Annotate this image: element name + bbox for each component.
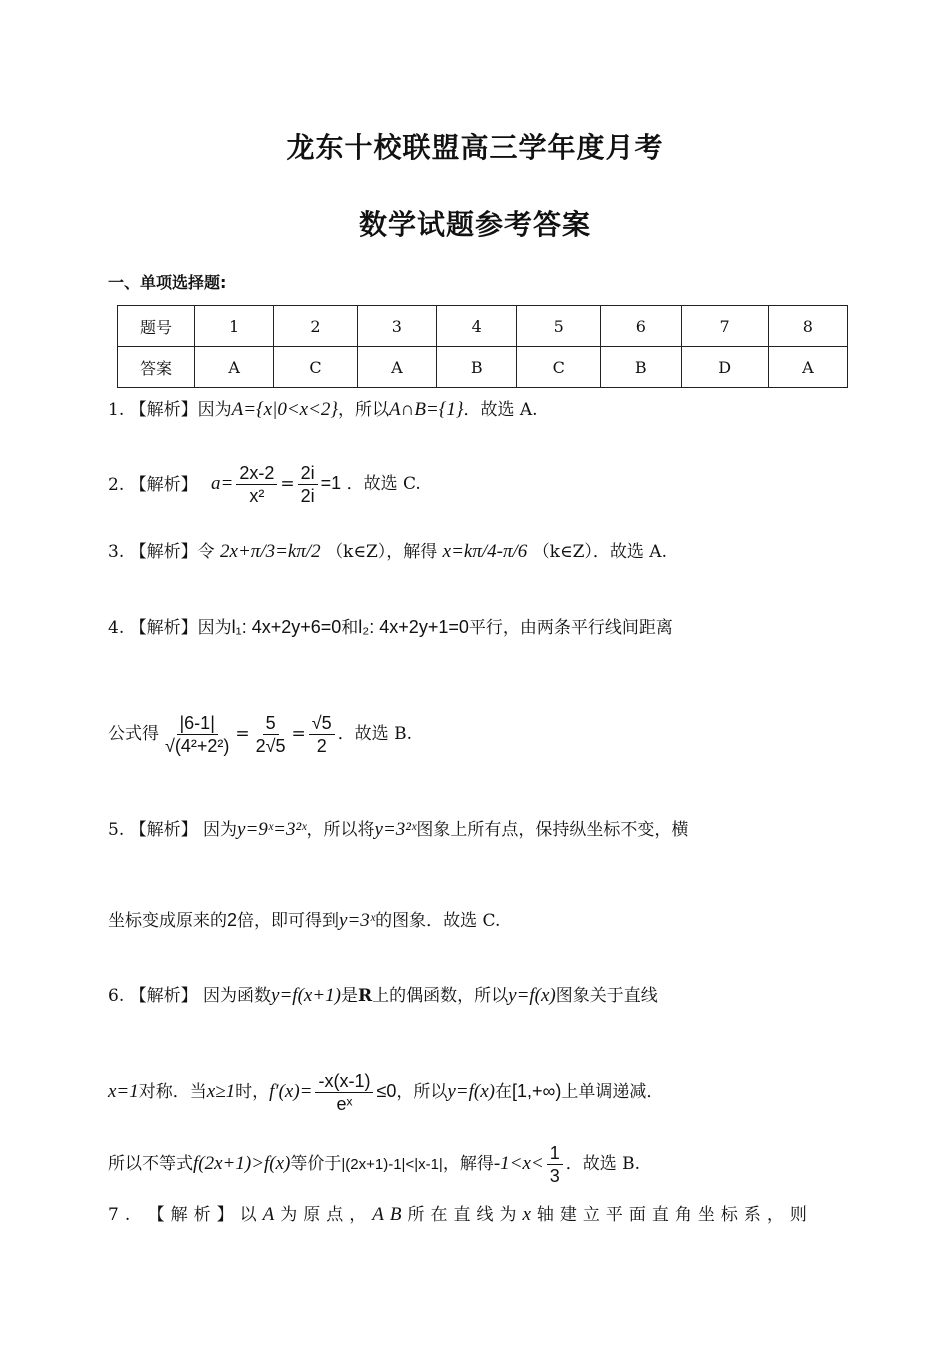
math: y=f(x) [508, 985, 556, 1006]
solution-3 [108, 540, 667, 564]
numerator: 1 [547, 1142, 563, 1165]
solution-number: 2. [108, 474, 125, 495]
text: ，所以 [338, 400, 389, 420]
section-heading: 一、单项选择题: [108, 273, 227, 292]
question-number: 1 [195, 306, 274, 347]
text: 因为函数 [203, 986, 272, 1006]
math: x [522, 1204, 537, 1225]
math: y=f(x) [447, 1081, 495, 1102]
text: 公式得 [108, 724, 159, 744]
denominator: √(4²+2²) [165, 736, 230, 756]
denominator: 2i [300, 486, 315, 506]
row-label: 答案 [118, 347, 195, 388]
text: 上单调递减． [561, 1082, 664, 1102]
math: f′(x)= [269, 1081, 313, 1102]
numerator: 5 [263, 712, 279, 735]
solution-7 [108, 1203, 813, 1227]
math: A [262, 1204, 281, 1225]
question-number: 5 [517, 306, 601, 347]
text: ，解得 [386, 542, 438, 562]
numerator: 2x-2 [236, 462, 277, 485]
text: 在 [495, 1082, 512, 1102]
solution-5 [108, 818, 688, 842]
solution-2: 2. 【解析】 a= $\frac{2x-2}{\text{x²}}$ = $\frac{2i}{2i}$ =1 ．故选 C. [108, 463, 421, 506]
solution-number: 6. [108, 986, 125, 1006]
solution-number: 7. [108, 1205, 137, 1225]
question-number: 6 [601, 306, 682, 347]
numerator: 2i [298, 462, 318, 485]
row-label: 题号 [118, 306, 195, 347]
text: 上的偶函数，所以 [372, 986, 509, 1006]
math: f(2x+1)>f(x) [193, 1153, 291, 1174]
numerator: |6-1| [177, 712, 218, 735]
text: ．故选 C. [346, 474, 421, 494]
solution-number: 3. [108, 542, 125, 562]
text: 对称．当 [138, 1082, 207, 1102]
solution-tag: 【解析】 [129, 986, 198, 1006]
text: （k∈Z） [326, 542, 387, 562]
denominator: eˣ [336, 1094, 353, 1114]
table-row [118, 347, 848, 388]
solution-4 [108, 615, 673, 640]
math: A={x|0<x<2} [231, 399, 338, 420]
solution-tag: 【解析】 [129, 542, 198, 562]
math: a= [211, 473, 234, 494]
text: 倍，即可得到 [237, 911, 340, 931]
document-subtitle: 数学试题参考答案 [358, 208, 591, 241]
solution-1 [108, 398, 538, 422]
math: x≥1 [206, 1081, 236, 1102]
solution-4-cont: 公式得 $\frac{|6-1|}{\text{√(4²+2²)}}$ = $\frac{5}{2√5}$ = $\frac{√5}{2}$ ．故选 B. [108, 713, 412, 756]
answer-cell: B [601, 347, 682, 388]
math: x=kπ/4-π/6 [442, 541, 528, 562]
solution-tag: 【解析】 [129, 618, 198, 638]
denominator: 2 [316, 736, 327, 756]
document-title: 龙东十校联盟高三学年度月考 [286, 131, 664, 164]
question-number: 3 [357, 306, 436, 347]
answer-cell: A [357, 347, 436, 388]
answer-cell: A [195, 347, 274, 388]
text: 所在直线为 [407, 1205, 523, 1225]
solution-number: 1. [108, 400, 125, 420]
math: |(2x+1)-1|<|x-1| [341, 1156, 443, 1173]
math: y=9ˣ=3²ˣ [237, 819, 307, 840]
answer-cell: A [768, 347, 847, 388]
math: 2x+π/3=kπ/2 [220, 541, 321, 562]
solution-tag: 【解析】 [129, 400, 198, 420]
math: 2 [227, 910, 238, 930]
math: -1<x< [493, 1153, 544, 1174]
text: ．故选 B. [565, 1154, 641, 1174]
math: AB [372, 1204, 408, 1225]
denominator: 3 [549, 1166, 560, 1186]
text: 是 [341, 986, 358, 1006]
question-number: 4 [436, 306, 517, 347]
solution-number: 4. [108, 618, 125, 638]
answer-cell: C [517, 347, 601, 388]
text: ．故选 B. [337, 724, 412, 744]
text: 为原点， [280, 1205, 373, 1225]
text: 图象上所有点，保持纵坐标不变，横 [416, 820, 689, 840]
solution-6-cont2 [108, 1142, 640, 1187]
numerator: -x(x-1) [315, 1070, 373, 1093]
text: 轴建立平面直角坐标系，则 [536, 1205, 813, 1225]
solution-tag: 【解析】 [129, 474, 198, 495]
text: ，所以 [396, 1082, 448, 1102]
math: A∩B={1} [389, 399, 464, 420]
question-number: 7 [681, 306, 768, 347]
math: y=f(x+1) [271, 985, 341, 1006]
text: 因为 [197, 400, 232, 420]
text: 等价于 [290, 1154, 342, 1174]
math: y=3²ˣ [374, 819, 417, 840]
text: ．故选 A. [592, 542, 667, 562]
solution-number: 5. [108, 820, 125, 840]
math: =1 [320, 473, 342, 493]
answer-cell: C [274, 347, 358, 388]
question-number: 8 [768, 306, 847, 347]
math: l₂: 4x+2y+1=0 [358, 617, 469, 637]
solution-tag: 【解析】 [129, 820, 198, 840]
solution-6 [108, 984, 658, 1008]
text: 时， [235, 1082, 270, 1102]
text: 令 [197, 542, 215, 562]
math: x=1 [108, 1081, 139, 1102]
text: ，所以将 [306, 820, 375, 840]
math: [1,+∞) [512, 1081, 562, 1101]
answer-table [117, 305, 848, 388]
math: ≤0 [376, 1081, 397, 1101]
math: y=3ˣ [339, 910, 376, 931]
text: 以 [239, 1205, 263, 1225]
text: 因为 [197, 618, 232, 638]
question-number: 2 [274, 306, 358, 347]
text: 平行，由两条平行线间距离 [468, 618, 673, 638]
answer-cell: D [681, 347, 768, 388]
text: 图象关于直线 [555, 986, 658, 1006]
math: l₁: 4x+2y+6=0 [231, 617, 342, 637]
denominator: x² [249, 486, 265, 506]
math: R [358, 986, 373, 1006]
solution-5-cont [108, 908, 500, 933]
numerator: √5 [309, 712, 335, 735]
text: 所以不等式 [108, 1154, 193, 1174]
text: ，解得 [442, 1154, 494, 1174]
denominator: 2√5 [255, 736, 286, 756]
text: 和 [341, 618, 359, 638]
solution-6-cont [108, 1070, 663, 1115]
solution-tag: 【解析】 [147, 1205, 240, 1225]
text: 的图象．故选 C. [375, 911, 501, 931]
answer-cell: B [436, 347, 517, 388]
text: ．故选 A. [463, 400, 538, 420]
text: 因为 [203, 820, 238, 840]
table-row [118, 306, 848, 347]
text: （k∈Z） [532, 542, 593, 562]
text: 坐标变成原来的 [108, 911, 227, 931]
